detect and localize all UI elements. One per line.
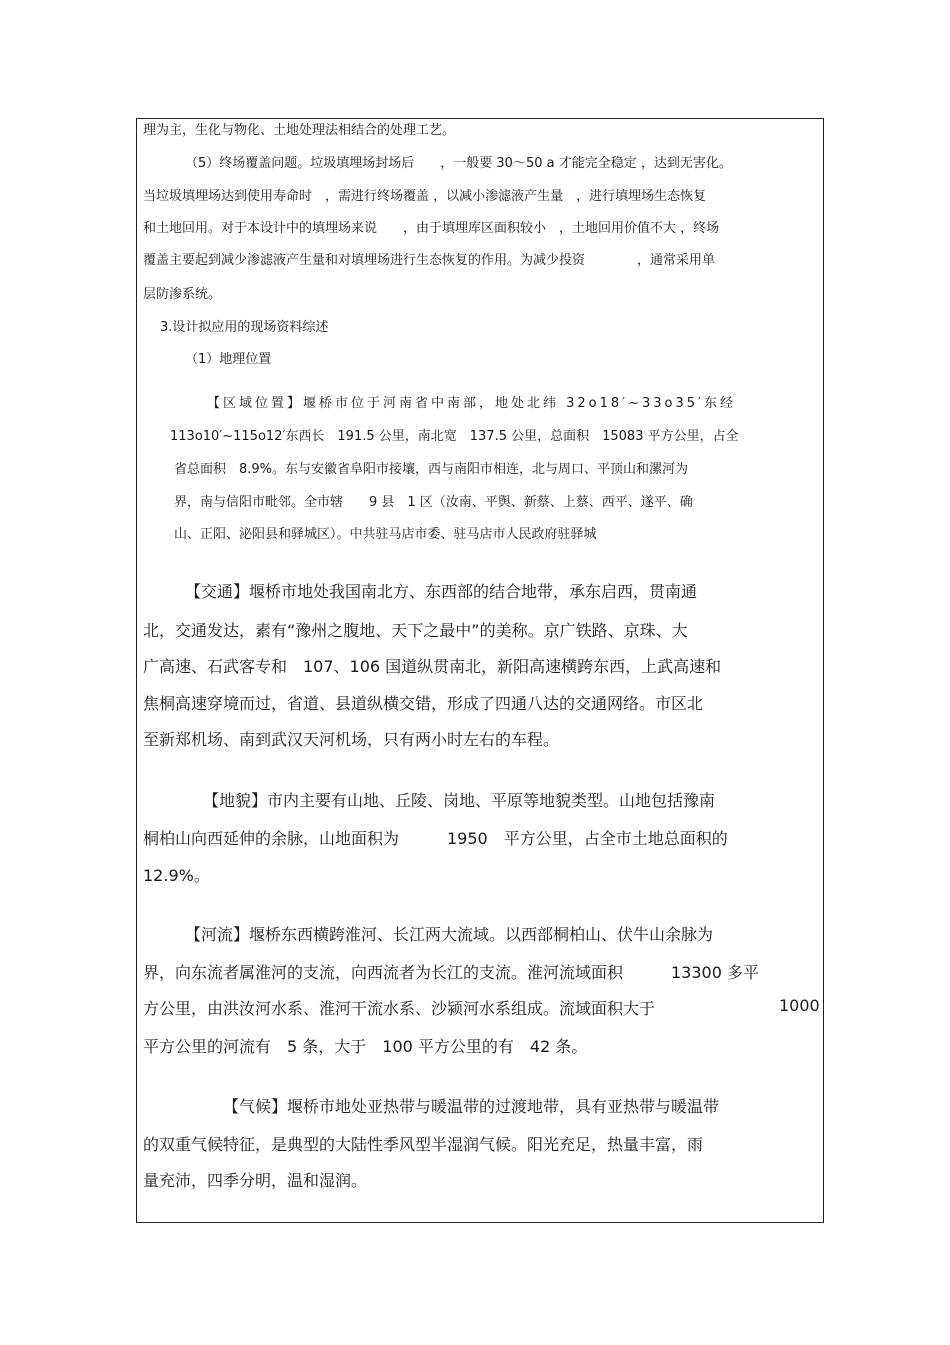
traffic-line: 焦桐高速穿境而过，省道、县道纵横交错，形成了四通八达的交通网络。市区北 [143,694,704,713]
text-line: （5）终场覆盖问题。垃圾填埋场封场后 ，一般要 30～50 a 才能完全稳定 ，达到无害化。 [185,156,732,171]
landform-line: 12.9%。 [143,866,210,885]
river-number: 1000 [779,996,820,1015]
text-line: 覆盖主要起到减少渗滤液产生量和对填埋场进行生态恢复的作用。为减少投资 ，通常采用单 [143,253,716,268]
region-line: 山、正阳、泌阳县和驿城区）。中共驻马店市委、驻马店市人民政府驻驿城 [174,527,597,542]
region-line: 界，南与信阳市毗邻。全市辖 9 县 1 区（汝南、平舆、新蔡、上蔡、西平、遂平、确 [174,495,693,510]
text-line: 和土地回用。对于本设计中的填埋场来说 ，由于填埋库区面积较小 ，土地回用价值不大 ，终场 [143,221,720,236]
text-line: 理为主，生化与物化、土地处理法相结合的处理工艺。 [143,123,456,138]
traffic-line: 北，交通发达，素有“豫州之腹地、天下之最中”的美称。京广铁路、京珠、大 [143,621,688,640]
river-line: 平方公里的河流有 5 条，大于 100 平方公里的有 42 条。 [143,1037,588,1056]
region-line: 【区域位置】堰桥市位于河南省中南部，地处北纬 32o18′~33o35′东经 [207,396,737,411]
climate-line: 量充沛，四季分明，温和湿润。 [143,1171,368,1190]
subsection-heading: （1）地理位置 [185,352,272,367]
river-line: 【河流】堰桥东西横跨淮河、长江两大流域。以西部桐柏山、伏牛山余脉为 [185,925,714,944]
climate-line: 的双重气候特征，是典型的大陆性季风型半湿润气候。阳光充足，热量丰富，雨 [143,1135,704,1154]
traffic-line: 【交通】堰桥市地处我国南北方、东西部的结合地带，承东启西，贯南通 [185,582,698,601]
region-line: 113o10′~115o12′东西长 191.5 公里，南北宽 137.5 公里，总面积 15083 平方公里，占全 [170,429,739,444]
region-line: 省总面积 8.9%。东与安徽省阜阳市接壤，西与南阳市相连，北与周口、平顶山和漯河为 [174,462,689,477]
section-heading: 3.设计拟应用的现场资料综述 [160,320,329,335]
river-line: 方公里，由洪汝河水系、淮河干流水系、沙颍河水系组成。流域面积大于 [143,999,656,1018]
river-line: 界，向东流者属淮河的支流，向西流者为长江的支流。淮河流域面积 13300 多平 [143,963,759,982]
climate-line: 【气候】堰桥市地处亚热带与暖温带的过渡地带，具有亚热带与暖温带 [223,1097,720,1116]
traffic-line: 广高速、石武客专和 107、106 国道纵贯南北，新阳高速横跨东西，上武高速和 [143,657,722,676]
landform-line: 【地貌】市内主要有山地、丘陵、岗地、平原等地貌类型。山地包括豫南 [203,791,716,810]
landform-line: 桐柏山向西延伸的余脉，山地面积为 1950 平方公里，占全市土地总面积的 [143,829,728,848]
text-line: 当垃圾填埋场达到使用寿命时 ，需进行终场覆盖 ，以减小渗滤液产生量 ，进行填埋场生态恢复 [143,189,707,204]
traffic-line: 至新郑机场、南到武汉天河机场，只有两小时左右的车程。 [143,730,560,749]
text-line: 层防渗系统。 [143,287,222,302]
